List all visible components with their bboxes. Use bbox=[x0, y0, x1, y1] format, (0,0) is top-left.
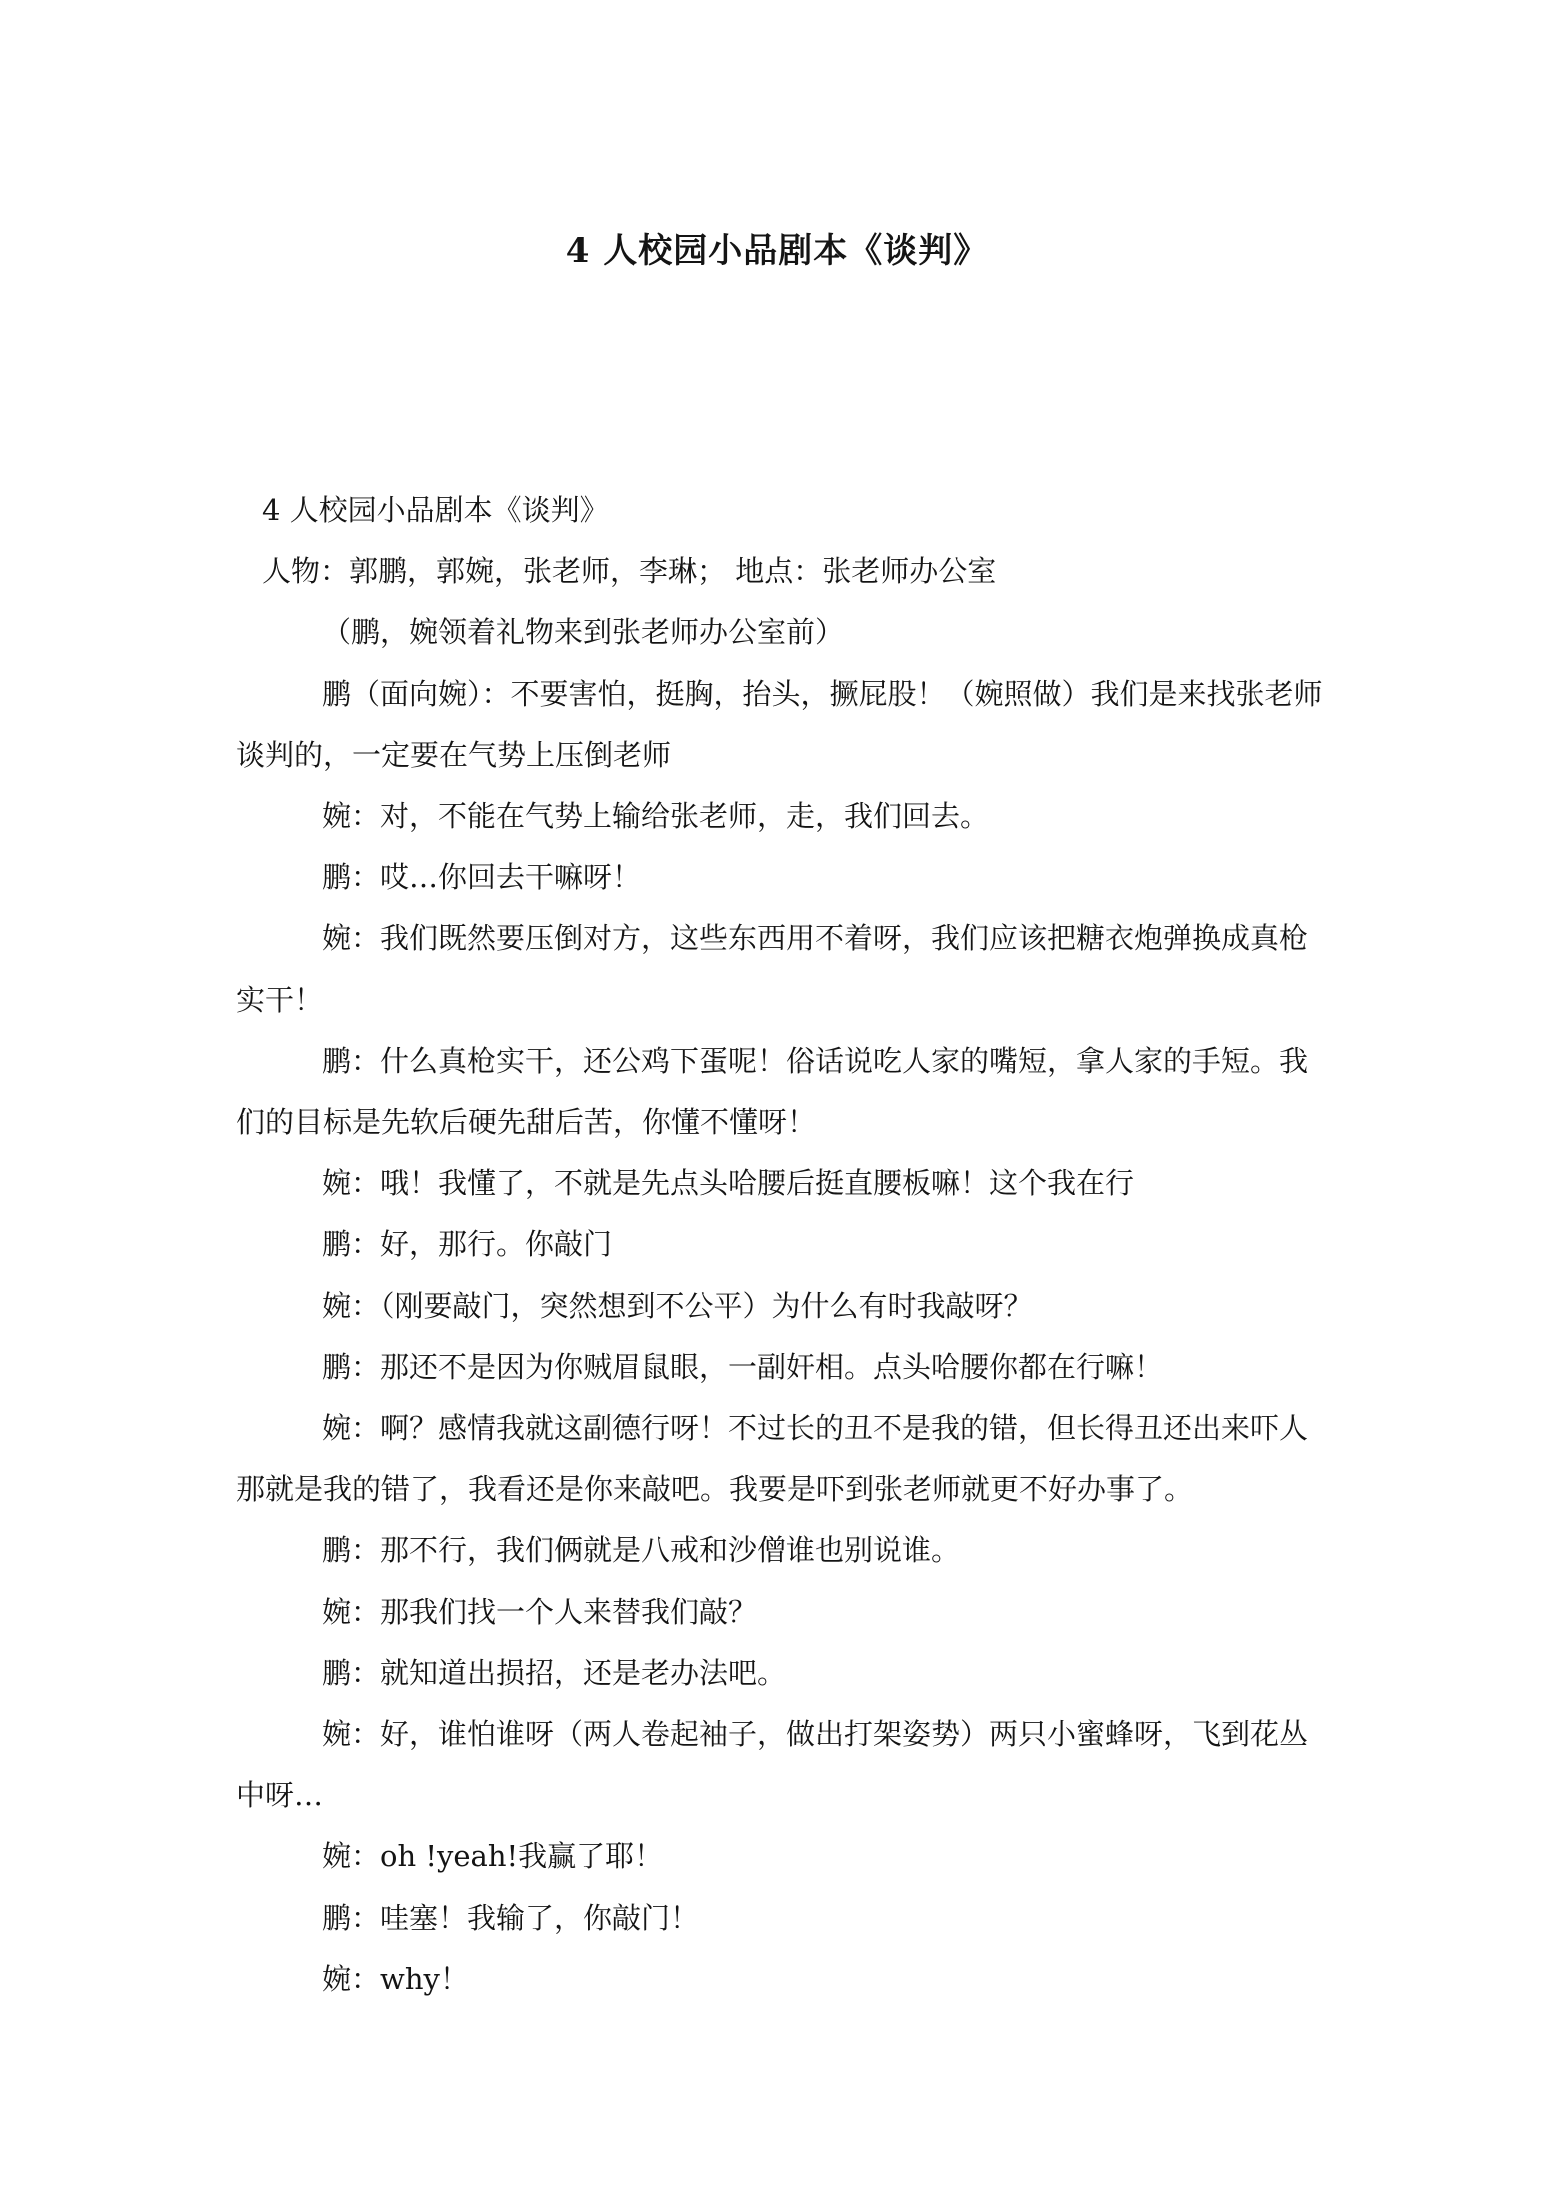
dialogue-line: 鹏：就知道出损招，还是老办法吧。 bbox=[322, 1655, 787, 1690]
dialogue-line: 婉：why！ bbox=[322, 1961, 469, 1996]
dialogue-line: 鹏（面向婉）：不要害怕，挺胸，抬头，撅屁股！（婉照做）我们是来找张老师谈判的，一定要在气势上压倒老师 bbox=[236, 676, 1323, 772]
dialogue-line: 鹏：哇塞！我输了，你敲门！ bbox=[322, 1900, 700, 1935]
dialogue-line: 婉：好，谁怕谁呀（两人卷起袖子，做出打架姿势）两只小蜜蜂呀，飞到花丛中呀… bbox=[236, 1717, 1309, 1813]
dialogue-line: 婉：那我们找一个人来替我们敲？ bbox=[322, 1594, 758, 1629]
dialogue-line: 婉：我们既然要压倒对方，这些东西用不着呀，我们应该把糖衣炮弹换成真枪实干！ bbox=[236, 921, 1309, 1017]
dialogue-line: 鹏：好，那行。你敲门 bbox=[322, 1227, 613, 1262]
page-title: 4 人校园小品剧本《谈判》 bbox=[565, 231, 989, 271]
dialogue-line: 鹏：哎…你回去干嘛呀！ bbox=[322, 860, 642, 895]
dialogue-line: 婉：（刚要敲门，突然想到不公平）为什么有时我敲呀？ bbox=[322, 1288, 1033, 1323]
dialogue-line: 鹏：什么真枪实干，还公鸡下蛋呢！俗话说吃人家的嘴短，拿人家的手短。我们的目标是先软后硬先甜后苦，你懂不懂呀！ bbox=[236, 1043, 1309, 1140]
dialogue-line: 婉：哦！我懂了，不就是先点头哈腰后挺直腰板嘛！这个我在行 bbox=[322, 1166, 1135, 1201]
dialogue-line: 鹏：那不行，我们俩就是八戒和沙僧谁也别说谁。 bbox=[322, 1533, 961, 1568]
dialogue-line: 鹏：那还不是因为你贼眉鼠眼，一副奸相。点头哈腰你都在行嘛！ bbox=[322, 1349, 1164, 1384]
script-subtitle: 4 人校园小品剧本《谈判》 bbox=[262, 493, 609, 527]
dialogue-line: 婉：啊？感情我就这副德行呀！不过长的丑不是我的错，但长得丑还出来吓人那就是我的错了，我看还是你来敲吧。我要是吓到张老师就更不好办事了。 bbox=[236, 1411, 1309, 1507]
script-body bbox=[236, 480, 1326, 2010]
cast-and-location: 人物：郭鹏，郭婉，张老师，李琳； 地点：张老师办公室 bbox=[262, 554, 997, 589]
dialogue-line: 婉：对，不能在气势上输给张老师，走，我们回去。 bbox=[322, 799, 990, 834]
stage-direction: （鹏，婉领着礼物来到张老师办公室前） bbox=[322, 615, 845, 650]
dialogue-line: 婉：oh !yeah!我赢了耶！ bbox=[322, 1839, 664, 1874]
